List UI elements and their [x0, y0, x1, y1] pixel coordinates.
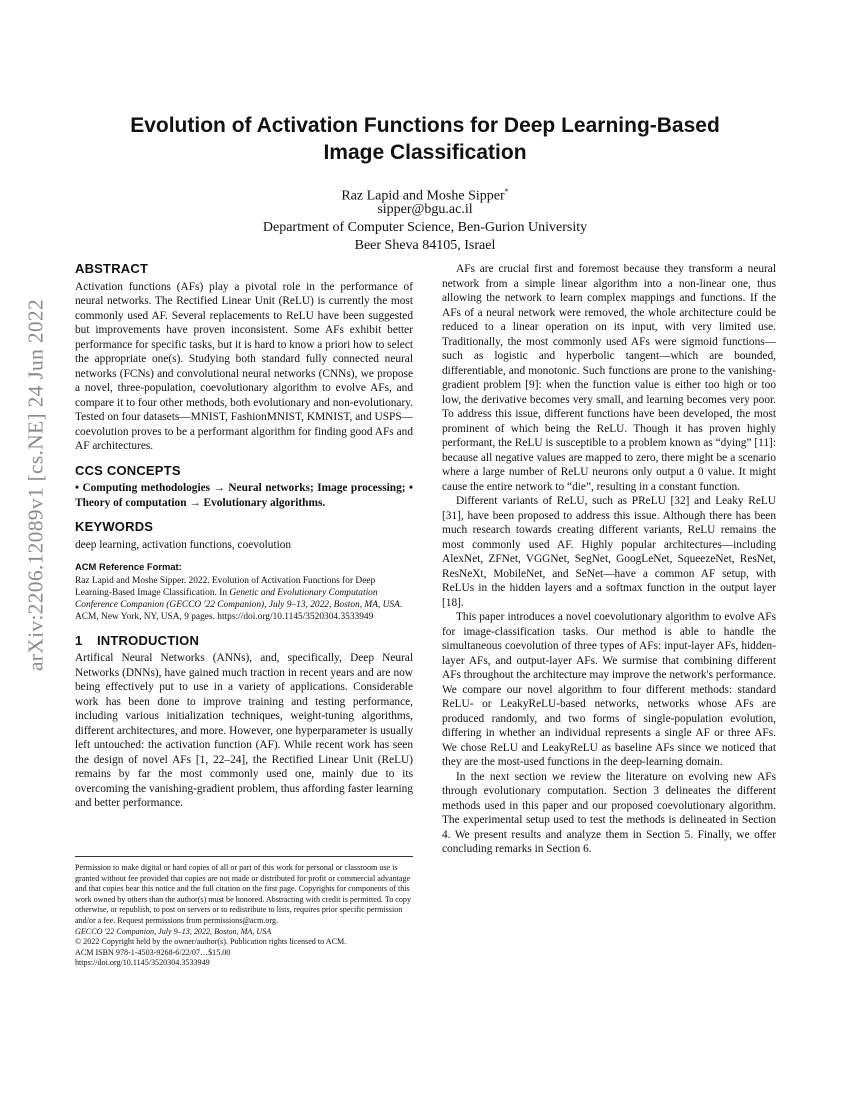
permission-text: Permission to make digital or hard copies of all or part of this work for personal or classroom use is granted without fee provided that copies are not made or distributed for profit or commercial advantage and that copies bear this notice and the full citation on the first page. Copyrights for components of this work owned by others than the author(s) must be honored. Abstracting with credit is permitted. To copy otherwise, or republish, to post on servers or to redistribute to lists, requires prior specific permission and/or a fee. Request permissions from permissions@acm.org. — [75, 863, 412, 925]
introduction-number: 1 — [75, 632, 83, 648]
title-line-2: Image Classification — [323, 141, 527, 164]
author-footnote-mark: * — [504, 187, 509, 196]
permission-footnote — [75, 856, 413, 969]
intro-paragraph-3: Different variants of ReLU, such as PReLU [32] and Leaky ReLU [31], have been proposed to address this issue. Although there has been much research towards creating different variants, ReLU remains the most commonly used AF. Highly popular architectures—including AlexNet, ZFNet, VGGNet, SegNet, GoogLeNet, SqueezeNet, ResNet, ResNeXt, MobileNet, and SeNet—have a common AF setup, with ReLUs in the hidden layers and a softmax function in the output layer [18]. — [442, 495, 776, 609]
title-line-1: Evolution of Activation Functions for Deep Learning-Based — [130, 114, 720, 137]
author-city: Beer Sheva 84105, Israel — [354, 238, 496, 253]
paper-title — [75, 112, 775, 166]
reference-format-heading: ACM Reference Format: — [75, 561, 182, 572]
author-block — [75, 183, 775, 255]
doi-line: https://doi.org/10.1145/3520304.3533949 — [75, 958, 210, 968]
reference-authors: Raz Lapid and Moshe Sipper. 2022. Evolution of Activation Functions for Deep Learning-Based Image Classification. In — [75, 575, 376, 598]
author-email: sipper@bgu.ac.il — [377, 202, 473, 217]
abstract-heading: ABSTRACT — [75, 261, 149, 276]
permission-venue: GECCO '22 Companion, July 9–13, 2022, Boston, MA, USA — [75, 926, 272, 936]
intro-paragraph-5: In the next section we review the literature on evolving new AFs through evolutionary computation. Section 3 delineates the different methods used in this paper and our proposed coevolutionary algorithm. The experimental setup used to test the methods is delineated in Section 4. We present results and analyze them in Section 5. Finally, we offer concluding remarks in Section 6. — [442, 770, 776, 855]
intro-paragraph-2: AFs are crucial first and foremost because they transform a neural network from a simple linear algorithm into a non-linear one, thus allowing the network to learn complex mappings and functions. If the AFs of a neural network were removed, the whole architecture could be reduced to a linear operation on its input, with very limited use. Traditionally, the most commonly used AFs were sigmoid functions—such as logistic and hyperbolic tangent—which are bounded, differentiable, and monotonic. Such functions are prone to the vanishing-gradient problem [9]: when the function value is either too high or too low, the derivative becomes very small, and learning becomes very poor. To address this issue, different functions have been developed, the most prominent of which being the ReLU. Though it has proven highly performant, the ReLU is susceptible to a problem known as “dying” [11]: because all negative values are mapped to zero, there might be a scenario where a large number of ReLU neurons only output a 0 value. It might cause the entire network to “die”, resulting in a constant function. — [442, 263, 776, 493]
intro-paragraph-4: This paper introduces a novel coevolutionary algorithm to evolve AFs for image-classification tasks. Our method is able to handle the simultaneous coevolution of three types of AFs: input-layer AFs, hidden-layer AFs, and output-layer AFs. We surmise that combining different AFs throughout the architecture may improve the network's performance. We compare our novel algorithm to four different methods: standard ReLU- or LeakyReLU-based networks, networks whose AFs are produced randomly, and two forms of single-population evolution, differing in whether an individual represents a single AF or three AFs. We chose ReLU and LeakyReLU as baseline AFs since we noticed that they are the most-used functions in the deep-learning domain. — [442, 611, 776, 768]
copyright-line: © 2022 Copyright held by the owner/author(s). Publication rights licensed to ACM. — [75, 937, 347, 947]
intro-paragraph-1: Artifical Neural Networks (ANNs), and, specifically, Deep Neural Networks (DNNs), have gained much traction in recent years and are now being effectively put to use in a variety of applications. Considerable work has been done to improve training and testing performance, including various initialization techniques, weight-tuning algorithms, different architectures, and more. However, one hyperparameter is usually left untouched: the activation function (AF). While recent work has seen the design of novel AFs [1, 22–24], the Rectified Linear Unit (ReLU) remains by far the most commonly used one, mainly due to its overcoming the vanishing-gradient problem, thus affording faster learning and better performance. — [75, 652, 413, 810]
abstract-text: Activation functions (AFs) play a pivotal role in the performance of neural networks. The Rectified Linear Unit (ReLU) is currently the most commonly used AF. Several replacements to ReLU have been suggested but improvements have proven inconsistent. Some AFs exhibit better performance for specific tasks, but it is hard to know a priori how to select the appropriate one(s). Studying both standard fully connected neural networks (FCNs) and convolutional neural networks (CNNs), we propose a novel, three-population, coevolutionary algorithm to evolve AFs, and compare it to four other methods, both evolutionary and non-evolutionary. Tested on four datasets—MNIST, FashionMNIST, KMNIST, and USPS—coevolution proves to be a performant algorithm for finding good AFs and AF architectures. — [75, 280, 414, 452]
right-column — [442, 262, 776, 857]
ccs-heading: CCS CONCEPTS — [75, 462, 181, 478]
reference-format-text — [75, 575, 413, 624]
keywords-text: deep learning, activation functions, coevolution — [75, 538, 292, 551]
author-department: Department of Computer Science, Ben-Gurion University — [262, 220, 588, 235]
reference-tail: . ACM, New York, NY, USA, 9 pages. https://doi.org/10.1145/3520304.3533949 — [75, 600, 403, 623]
introduction-title: INTRODUCTION — [97, 632, 200, 648]
ccs-text: • Computing methodologies → Neural networks; Image processing; • Theory of computation → Evolutionary algorithms. — [75, 482, 413, 509]
reference-venue: Genetic and Evolutionary Computation Conference Companion (GECCO '22 Companion), July 9–13, 2022, Boston, MA, USA — [75, 587, 400, 611]
arxiv-identifier: arXiv:2206.12089v1 [cs.NE] 24 Jun 2022 — [23, 298, 48, 672]
keywords-heading: KEYWORDS — [75, 519, 154, 534]
isbn-line: ACM ISBN 978-1-4503-9268-6/22/07…$15.00 — [75, 947, 231, 957]
arxiv-stamp — [16, 290, 56, 680]
introduction-heading — [75, 634, 413, 649]
author-names: Raz Lapid and Moshe Sipper — [341, 188, 505, 204]
left-column — [75, 258, 413, 811]
